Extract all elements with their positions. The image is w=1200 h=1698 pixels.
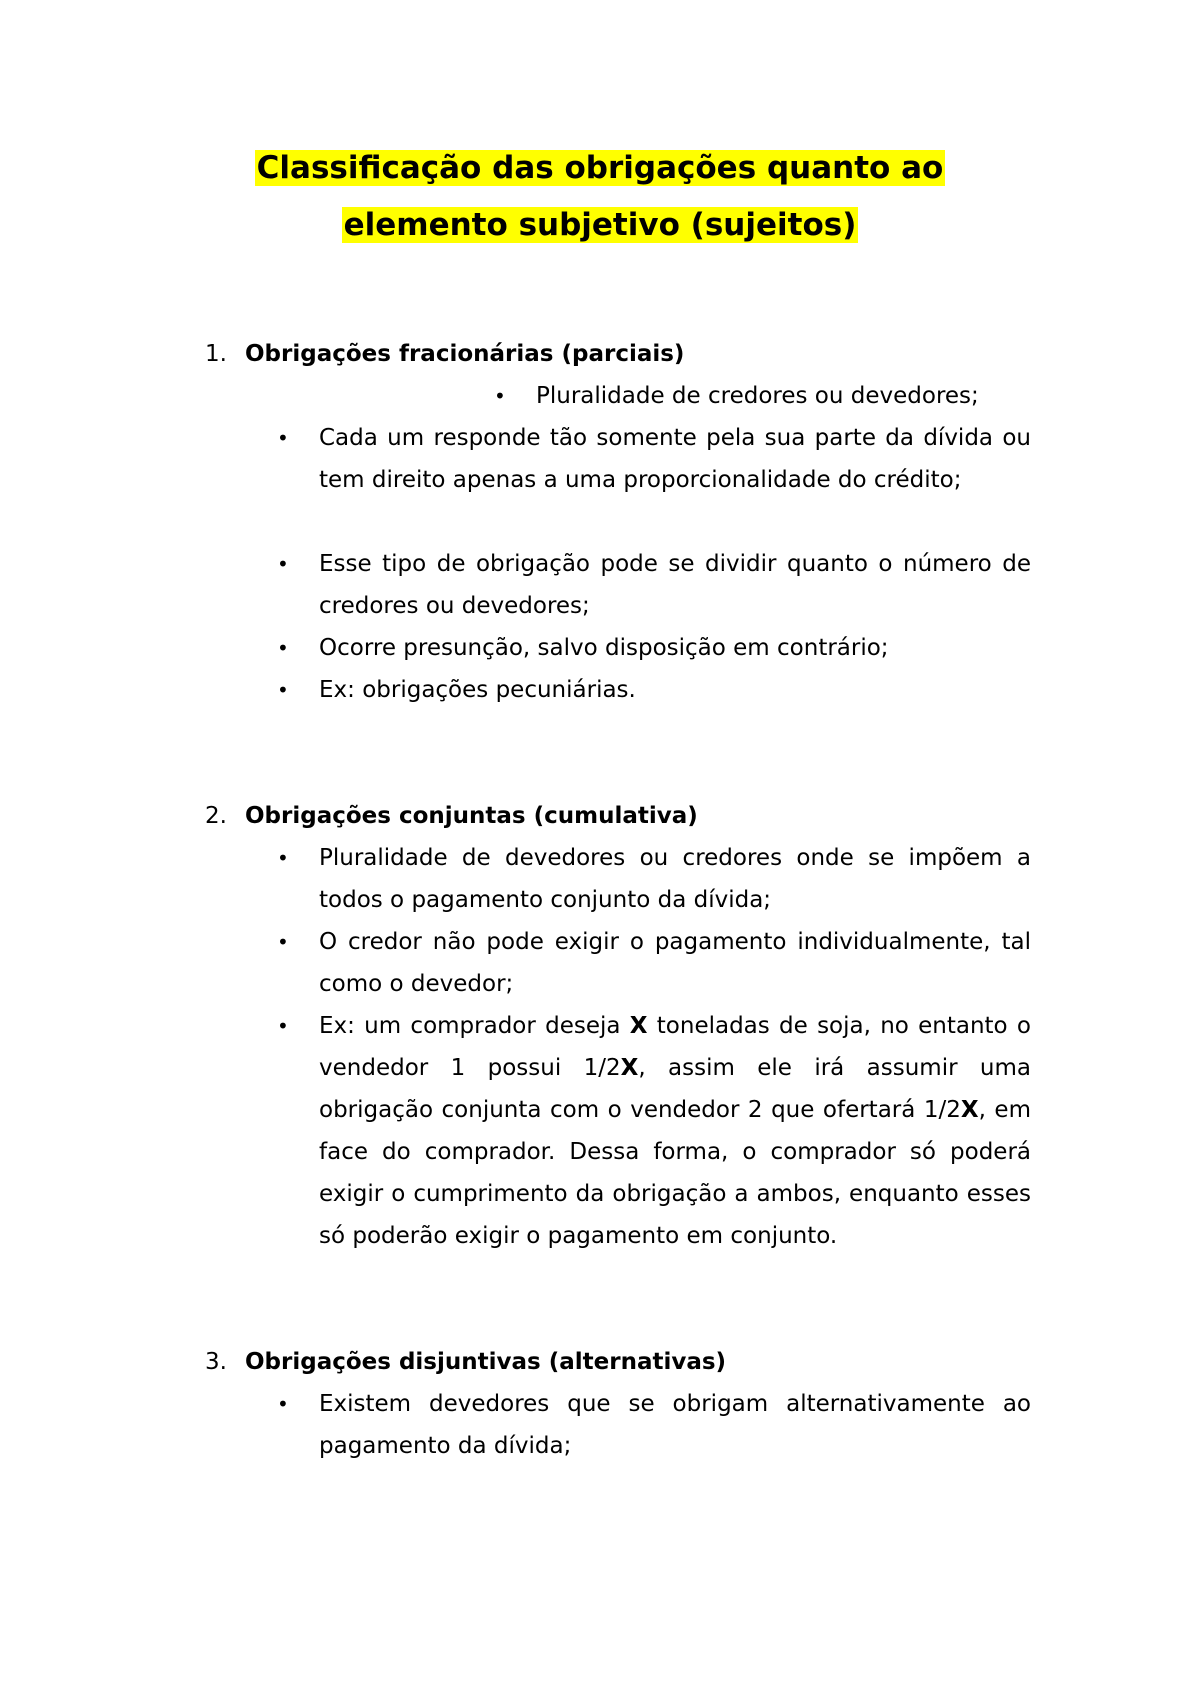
list-item: [277, 669, 1031, 711]
list-item: [277, 921, 1031, 1005]
title-line-1: Classificação das obrigações quanto ao: [256, 150, 944, 186]
section-title: Obrigações disjuntivas (alternativas): [245, 1349, 727, 1375]
list-item: [277, 627, 1031, 669]
bold-x: X: [629, 1013, 648, 1039]
list-item-text: Esse tipo de obrigação pode se dividir quanto o número de credores ou devedores;: [319, 551, 1031, 619]
list-item: [277, 417, 1031, 501]
list-item-text: Pluralidade de credores ou devedores;: [536, 383, 979, 409]
list-item-text: O credor não pode exigir o pagamento individualmente, tal como o devedor;: [319, 929, 1031, 997]
list-item-text: Ex: obrigações pecuniárias.: [319, 677, 636, 703]
title-line-2: elemento subjetivo (sujeitos): [343, 207, 857, 243]
list-item: [277, 1383, 1031, 1467]
list-item: [277, 1005, 1031, 1257]
bullet-icon: •: [277, 552, 289, 576]
list-item: [277, 837, 1031, 921]
bullet-icon: •: [277, 846, 289, 870]
list-item-text: Ex: um comprador deseja X toneladas de soja, no entanto o vendedor 1 possui 1/2X, assim ele irá assumir uma obrigação conjunta com o vendedor 2 que ofertará 1/2X, em face do comprador. Dessa forma, o comprador só poderá exigir o cumprimento da obrigação a ambos, enquanto esses só poderão exigir o pagamento em conjunto.: [319, 1013, 1031, 1249]
section-heading-1: [205, 333, 684, 375]
list-item-text: Pluralidade de devedores ou credores onde se impõem a todos o pagamento conjunto da dívida;: [319, 845, 1031, 913]
bullet-icon: •: [277, 1392, 289, 1416]
list-item-text: Cada um responde tão somente pela sua parte da dívida ou tem direito apenas a uma proporcionalidade do crédito;: [319, 425, 1031, 493]
document-title: [0, 140, 1200, 254]
bullet-icon: •: [277, 1014, 289, 1038]
bullet-icon: •: [494, 384, 506, 408]
bold-x: X: [620, 1055, 639, 1081]
list-item-text: Ocorre presunção, salvo disposição em contrário;: [319, 635, 889, 661]
bold-x: X: [960, 1097, 979, 1123]
section-number: 2.: [205, 803, 227, 829]
section-title: Obrigações conjuntas (cumulativa): [245, 803, 698, 829]
list-item: [277, 543, 1031, 627]
section-heading-3: [205, 1341, 726, 1383]
list-item: [494, 375, 1054, 417]
bullet-icon: •: [277, 930, 289, 954]
bullet-icon: •: [277, 636, 289, 660]
bullet-icon: •: [277, 678, 289, 702]
section-number: 1.: [205, 341, 227, 367]
bullet-icon: •: [277, 426, 289, 450]
list-item-text: Existem devedores que se obrigam alternativamente ao pagamento da dívida;: [319, 1391, 1031, 1459]
section-number: 3.: [205, 1349, 227, 1375]
section-heading-2: [205, 795, 698, 837]
section-title: Obrigações fracionárias (parciais): [245, 341, 685, 367]
